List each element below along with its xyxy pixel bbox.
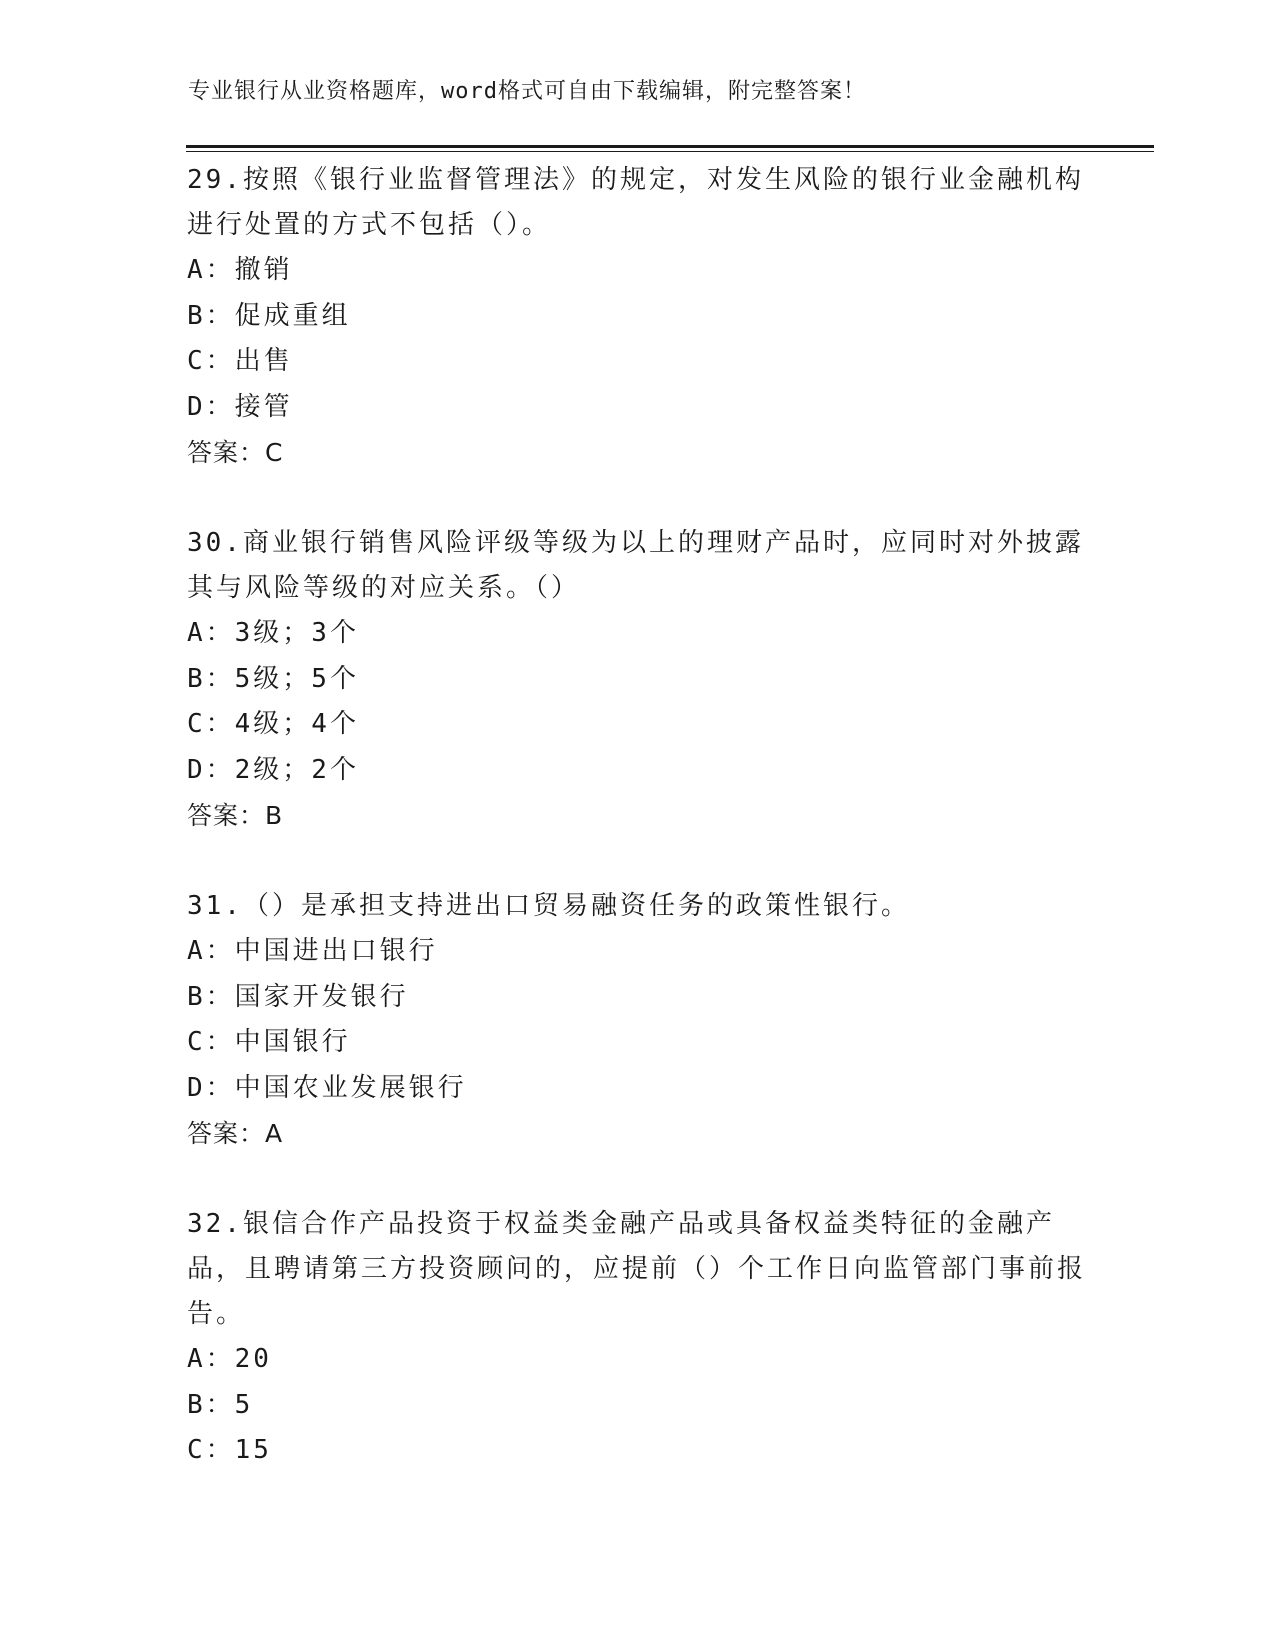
question-list <box>187 158 1087 1520</box>
header-rule-thin <box>186 151 1154 152</box>
answer: 答案：B <box>187 801 284 830</box>
question-30 <box>187 521 1087 838</box>
question-text: 31.（）是承担支持进出口贸易融资任务的政策性银行。 <box>187 891 910 921</box>
option-a: A：撤销 <box>187 255 293 285</box>
option-c: C：出售 <box>187 346 293 376</box>
question-32 <box>187 1202 1087 1474</box>
option-c: C：15 <box>187 1435 272 1465</box>
option-a: A：20 <box>187 1344 272 1374</box>
page-header: 专业银行从业资格题库，word格式可自由下载编辑，附完整答案！ <box>188 79 866 104</box>
answer: 答案：C <box>187 438 284 467</box>
option-c: C：中国银行 <box>187 1027 351 1057</box>
option-b: B：促成重组 <box>187 300 351 331</box>
question-31 <box>187 884 1087 1156</box>
option-a: A：中国进出口银行 <box>187 936 438 966</box>
option-b: B：国家开发银行 <box>187 981 409 1012</box>
question-29 <box>187 158 1087 475</box>
option-d: D：2级；2个 <box>187 754 359 785</box>
option-d: D：中国农业发展银行 <box>187 1072 467 1103</box>
option-b: B：5 <box>187 1389 254 1420</box>
question-text: 30.商业银行销售风险评级等级为以上的理财产品时，应同时对外披露其与风险等级的对应关系。（） <box>187 528 1084 603</box>
question-text: 32.银信合作产品投资于权益类金融产品或具备权益类特征的金融产品，且聘请第三方投资顾问的，应提前（）个工作日向监管部门事前报告。 <box>187 1209 1087 1329</box>
option-c: C：4级；4个 <box>187 709 359 739</box>
option-d: D：接管 <box>187 391 293 422</box>
answer: 答案：A <box>187 1119 284 1148</box>
option-b: B：5级；5个 <box>187 663 359 694</box>
header-rule-thick <box>186 145 1154 148</box>
question-text: 29.按照《银行业监督管理法》的规定，对发生风险的银行业金融机构进行处置的方式不包括（）。 <box>187 165 1084 240</box>
option-a: A：3级；3个 <box>187 618 359 648</box>
